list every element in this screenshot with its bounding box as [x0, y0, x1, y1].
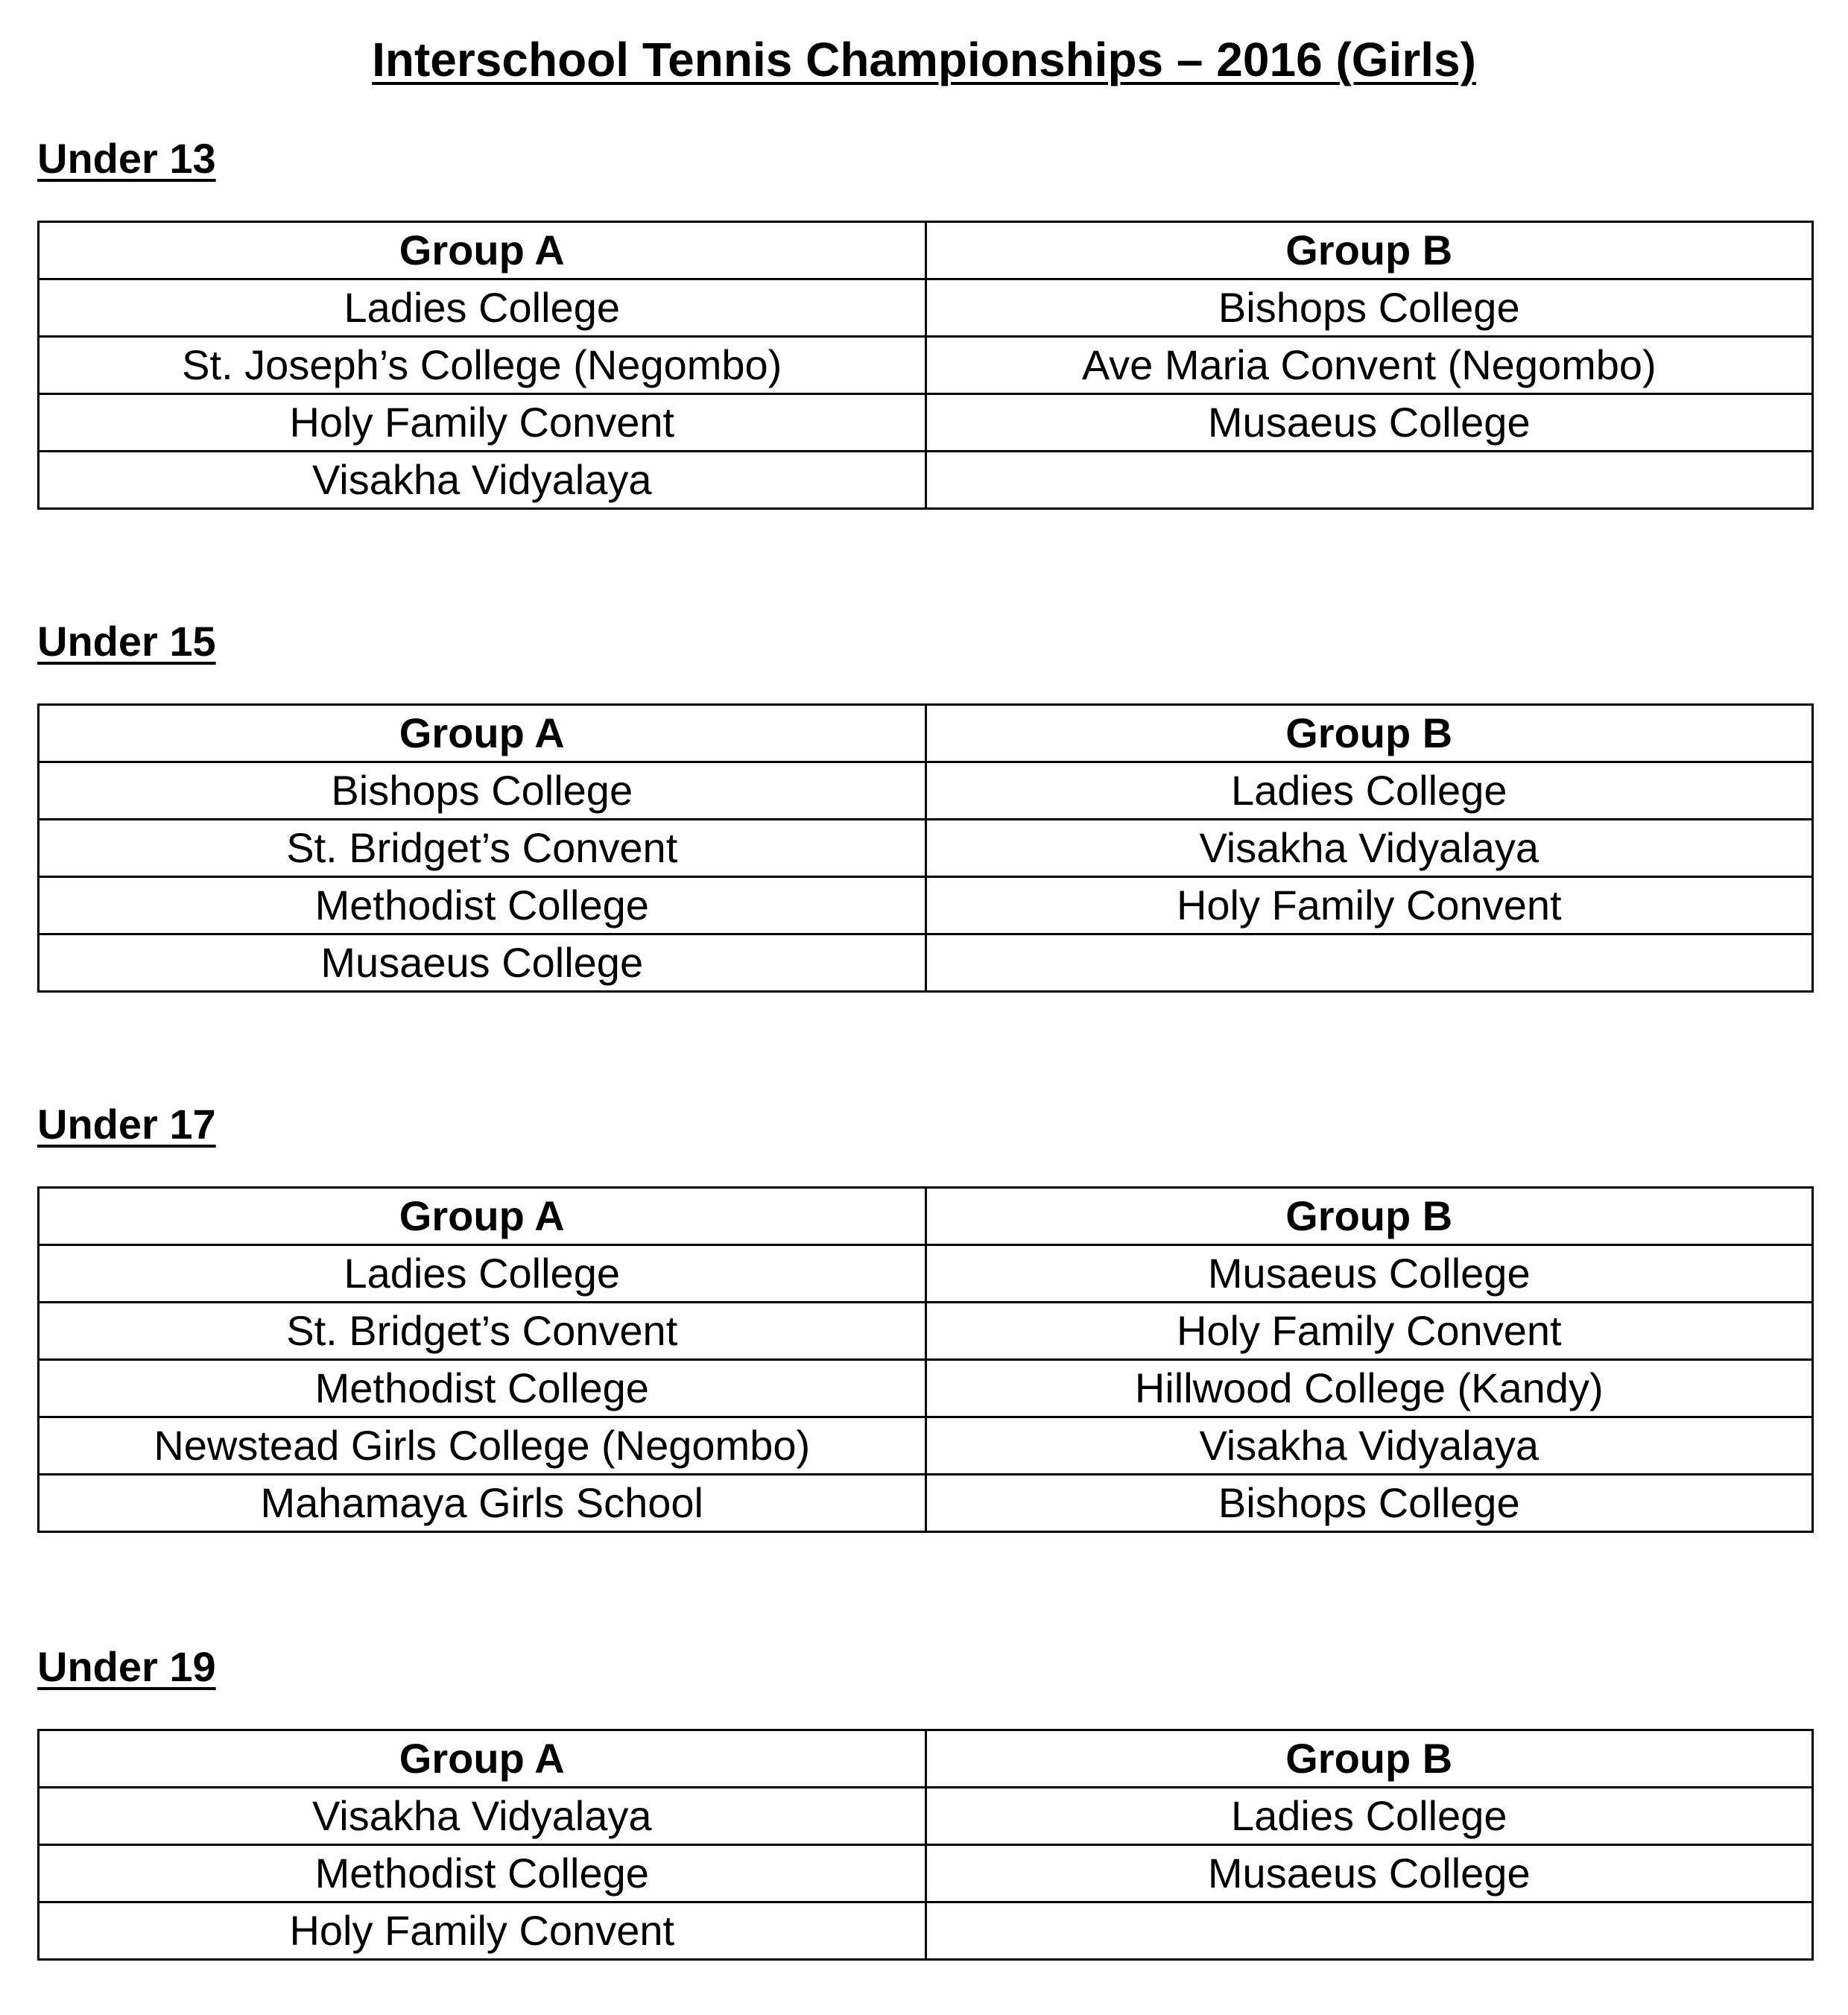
- table-row: [39, 394, 1813, 452]
- section-under-15: [37, 616, 1814, 986]
- table-row: [39, 1788, 1813, 1845]
- section-under-19: [37, 1641, 1814, 1954]
- group-b-cell: [925, 934, 1813, 992]
- group-b-cell: Visakha Vidyalaya: [925, 820, 1813, 877]
- group-b-cell: Musaeus College: [925, 1845, 1813, 1902]
- section-title: Under 19: [37, 1643, 216, 1690]
- table-row: [39, 1303, 1813, 1360]
- document-title: Interschool Tennis Championships – 2016 (Girls): [372, 33, 1476, 86]
- table-row: [39, 820, 1813, 877]
- section-title: Under 17: [37, 1101, 216, 1148]
- group-a-cell: Mahamaya Girls School: [39, 1475, 926, 1532]
- group-a-cell: Ladies College: [39, 279, 926, 337]
- group-a-header: Group A: [39, 1188, 926, 1245]
- table-row: [39, 1245, 1813, 1303]
- group-b-header: Group B: [925, 705, 1813, 762]
- group-table: [37, 1729, 1814, 1961]
- table-row: [39, 1475, 1813, 1532]
- group-a-cell: Visakha Vidyalaya: [39, 1788, 926, 1845]
- group-a-cell: Methodist College: [39, 1360, 926, 1417]
- group-b-cell: Musaeus College: [925, 1245, 1813, 1303]
- table-row: [39, 279, 1813, 337]
- table-row: [39, 1417, 1813, 1475]
- group-b-cell: Ladies College: [925, 762, 1813, 820]
- table-row: [39, 877, 1813, 934]
- group-a-cell: Holy Family Convent: [39, 394, 926, 452]
- group-b-cell: Musaeus College: [925, 394, 1813, 452]
- group-a-header: Group A: [39, 222, 926, 279]
- group-b-cell: [925, 452, 1813, 509]
- table-row: [39, 337, 1813, 394]
- table-header-row: [39, 1188, 1813, 1245]
- group-a-cell: Musaeus College: [39, 934, 926, 992]
- group-b-cell: [925, 1902, 1813, 1960]
- group-b-header: Group B: [925, 222, 1813, 279]
- group-b-cell: Holy Family Convent: [925, 1303, 1813, 1360]
- table-row: [39, 1902, 1813, 1960]
- group-b-cell: Ladies College: [925, 1788, 1813, 1845]
- group-table: [37, 221, 1814, 510]
- group-table: [37, 1186, 1814, 1533]
- section-title: Under 15: [37, 618, 216, 665]
- group-b-cell: Bishops College: [925, 1475, 1813, 1532]
- group-b-cell: Visakha Vidyalaya: [925, 1417, 1813, 1475]
- group-a-cell: St. Bridget’s Convent: [39, 820, 926, 877]
- group-a-cell: Visakha Vidyalaya: [39, 452, 926, 509]
- group-a-header: Group A: [39, 1730, 926, 1788]
- table-row: [39, 1845, 1813, 1902]
- table-header-row: [39, 705, 1813, 762]
- group-a-cell: St. Joseph’s College (Negombo): [39, 337, 926, 394]
- section-title: Under 13: [37, 135, 216, 182]
- group-b-header: Group B: [925, 1188, 1813, 1245]
- group-a-cell: Methodist College: [39, 1845, 926, 1902]
- table-header-row: [39, 222, 1813, 279]
- group-b-cell: Bishops College: [925, 279, 1813, 337]
- group-a-cell: St. Bridget’s Convent: [39, 1303, 926, 1360]
- group-b-header: Group B: [925, 1730, 1813, 1788]
- group-a-cell: Bishops College: [39, 762, 926, 820]
- group-table: [37, 703, 1814, 993]
- table-header-row: [39, 1730, 1813, 1788]
- group-a-header: Group A: [39, 705, 926, 762]
- section-under-13: [37, 133, 1814, 503]
- group-b-cell: Hillwood College (Kandy): [925, 1360, 1813, 1417]
- table-row: [39, 1360, 1813, 1417]
- table-row: [39, 452, 1813, 509]
- table-row: [39, 934, 1813, 992]
- group-b-cell: Ave Maria Convent (Negombo): [925, 337, 1813, 394]
- table-row: [39, 762, 1813, 820]
- group-a-cell: Ladies College: [39, 1245, 926, 1303]
- group-a-cell: Methodist College: [39, 877, 926, 934]
- section-under-17: [37, 1098, 1814, 1526]
- group-a-cell: Newstead Girls College (Negombo): [39, 1417, 926, 1475]
- group-a-cell: Holy Family Convent: [39, 1902, 926, 1960]
- group-b-cell: Holy Family Convent: [925, 877, 1813, 934]
